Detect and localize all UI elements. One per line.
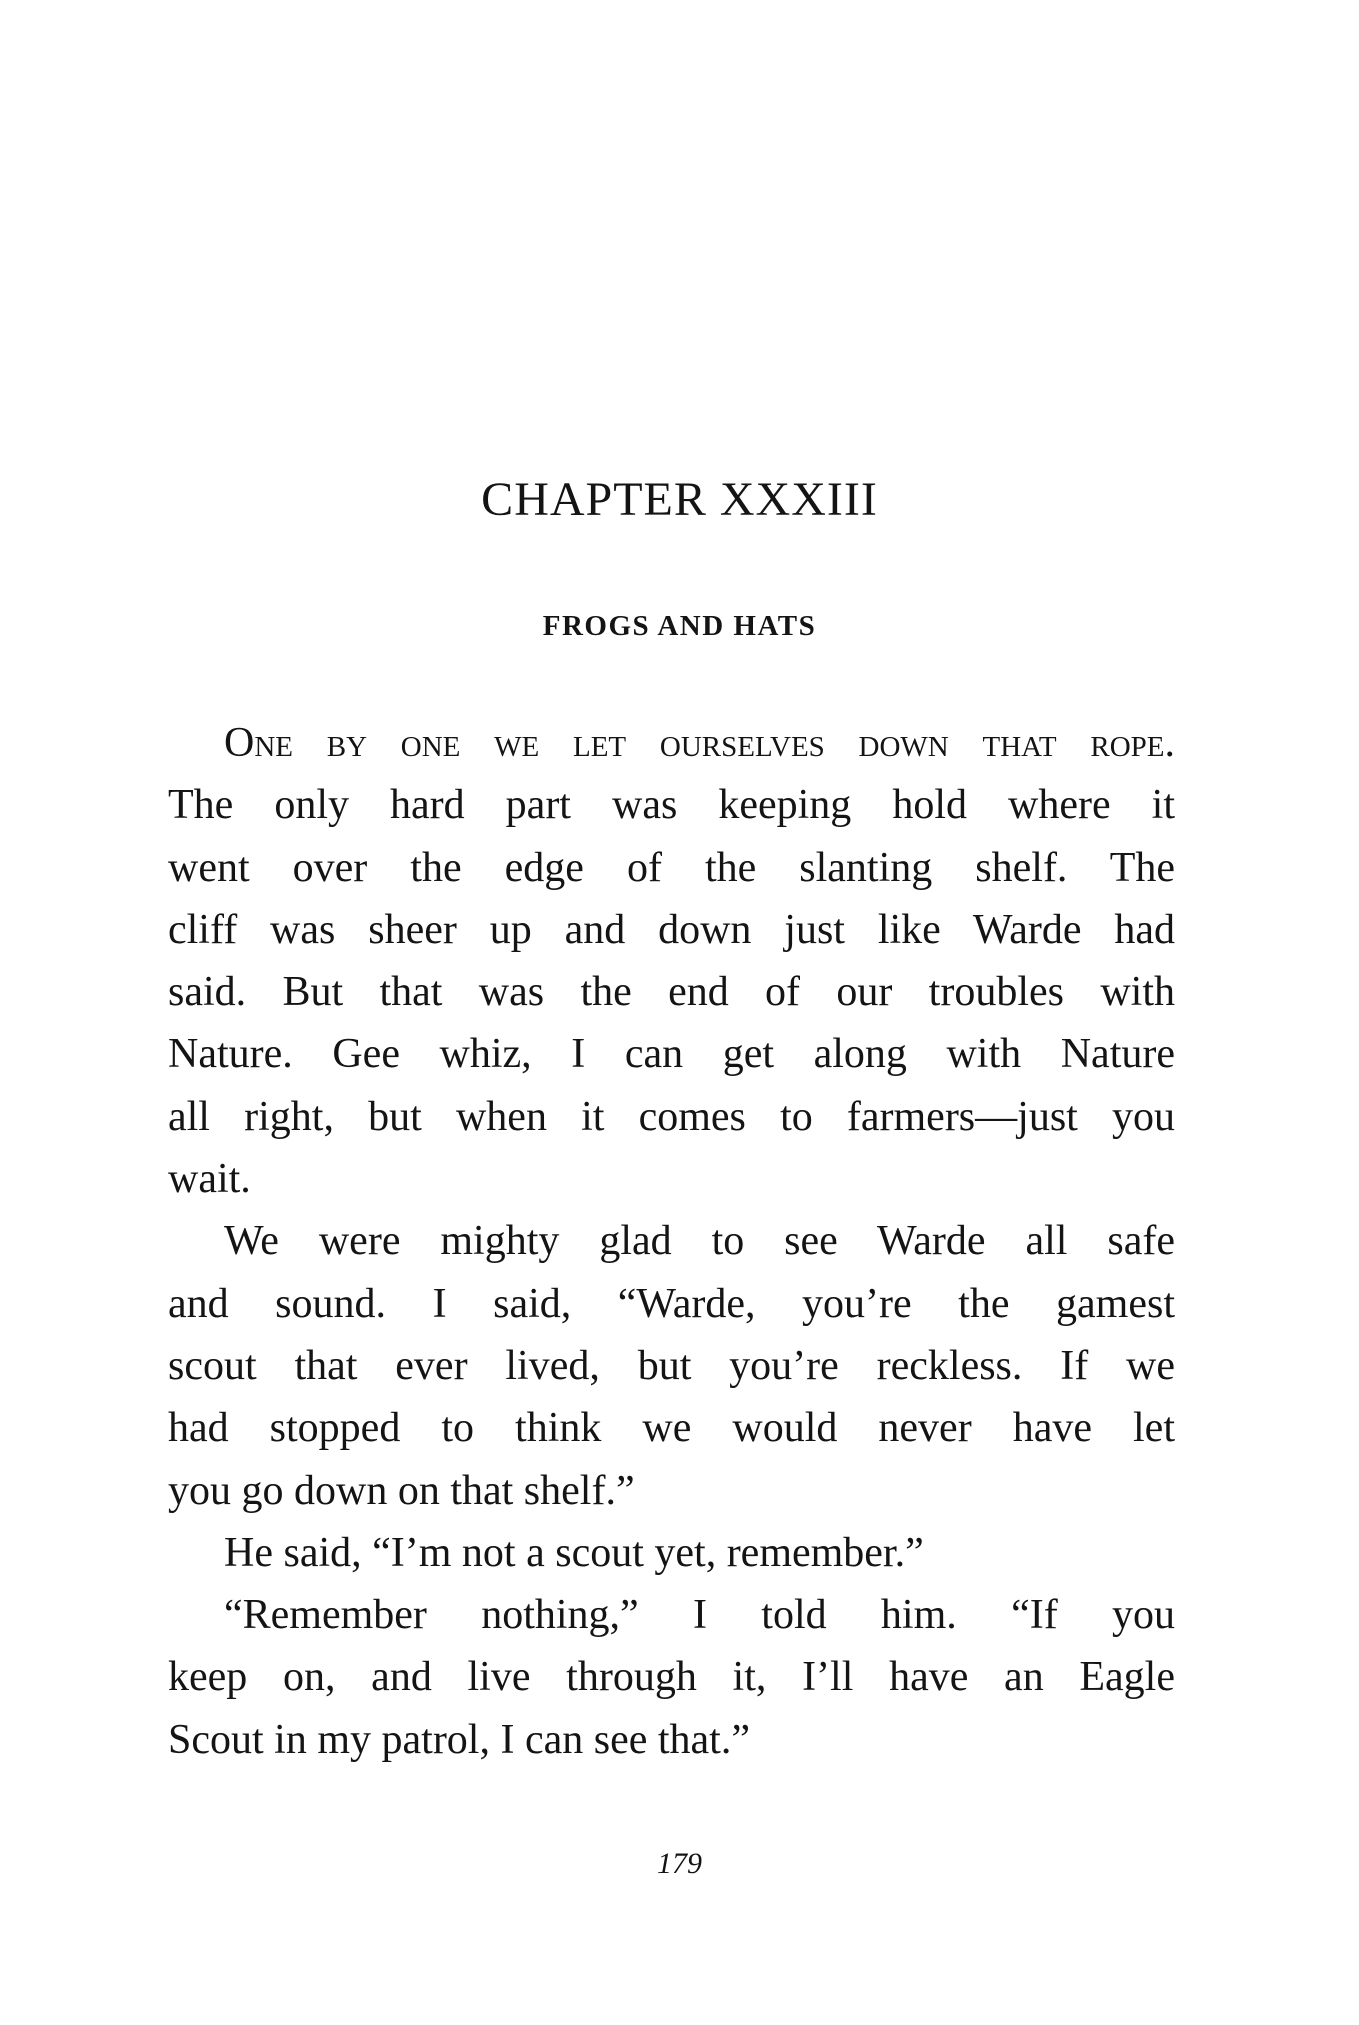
paragraph-1 bbox=[168, 712, 1175, 1210]
paragraph-4 bbox=[168, 1584, 1175, 1771]
page-number: 179 bbox=[657, 1847, 702, 1880]
text-line: The only hard part was keeping hold where it bbox=[168, 782, 1175, 829]
text-line: said. But that was the end of our troubles with bbox=[168, 969, 1175, 1016]
text-line: you go down on that shelf.” bbox=[168, 1467, 635, 1514]
text-line: had stopped to think we would never have let bbox=[168, 1405, 1175, 1452]
text-line: went over the edge of the slanting shelf. The bbox=[168, 844, 1175, 891]
text-line: We were mighty glad to see Warde all safe bbox=[224, 1218, 1175, 1265]
text-line: wait. bbox=[168, 1156, 251, 1203]
body-text bbox=[168, 712, 1175, 1771]
text-line: scout that ever lived, but you’re reckless. If we bbox=[168, 1342, 1175, 1389]
chapter-subtitle: FROGS AND HATS bbox=[542, 610, 817, 642]
drop-word: One by one we let ourselves down that rope. bbox=[224, 720, 1175, 766]
paragraph-3 bbox=[168, 1522, 1175, 1584]
paragraph-2 bbox=[168, 1210, 1175, 1521]
text-line: He said, “I’m not a scout yet, remember.” bbox=[224, 1529, 924, 1576]
text-line: “Remember nothing,” I told him. “If you bbox=[224, 1592, 1175, 1639]
text-line bbox=[168, 712, 1175, 774]
chapter-title: CHAPTER XXXIII bbox=[481, 473, 878, 526]
text-line: cliff was sheer up and down just like Warde had bbox=[168, 906, 1175, 953]
text-line: keep on, and live through it, I’ll have an Eagle bbox=[168, 1654, 1175, 1701]
text-line: Scout in my patrol, I can see that.” bbox=[168, 1716, 750, 1763]
text-line: Nature. Gee whiz, I can get along with Nature bbox=[168, 1031, 1175, 1078]
text-line: and sound. I said, “Warde, you’re the gamest bbox=[168, 1280, 1175, 1327]
text-line: all right, but when it comes to farmers—just you bbox=[168, 1093, 1175, 1140]
